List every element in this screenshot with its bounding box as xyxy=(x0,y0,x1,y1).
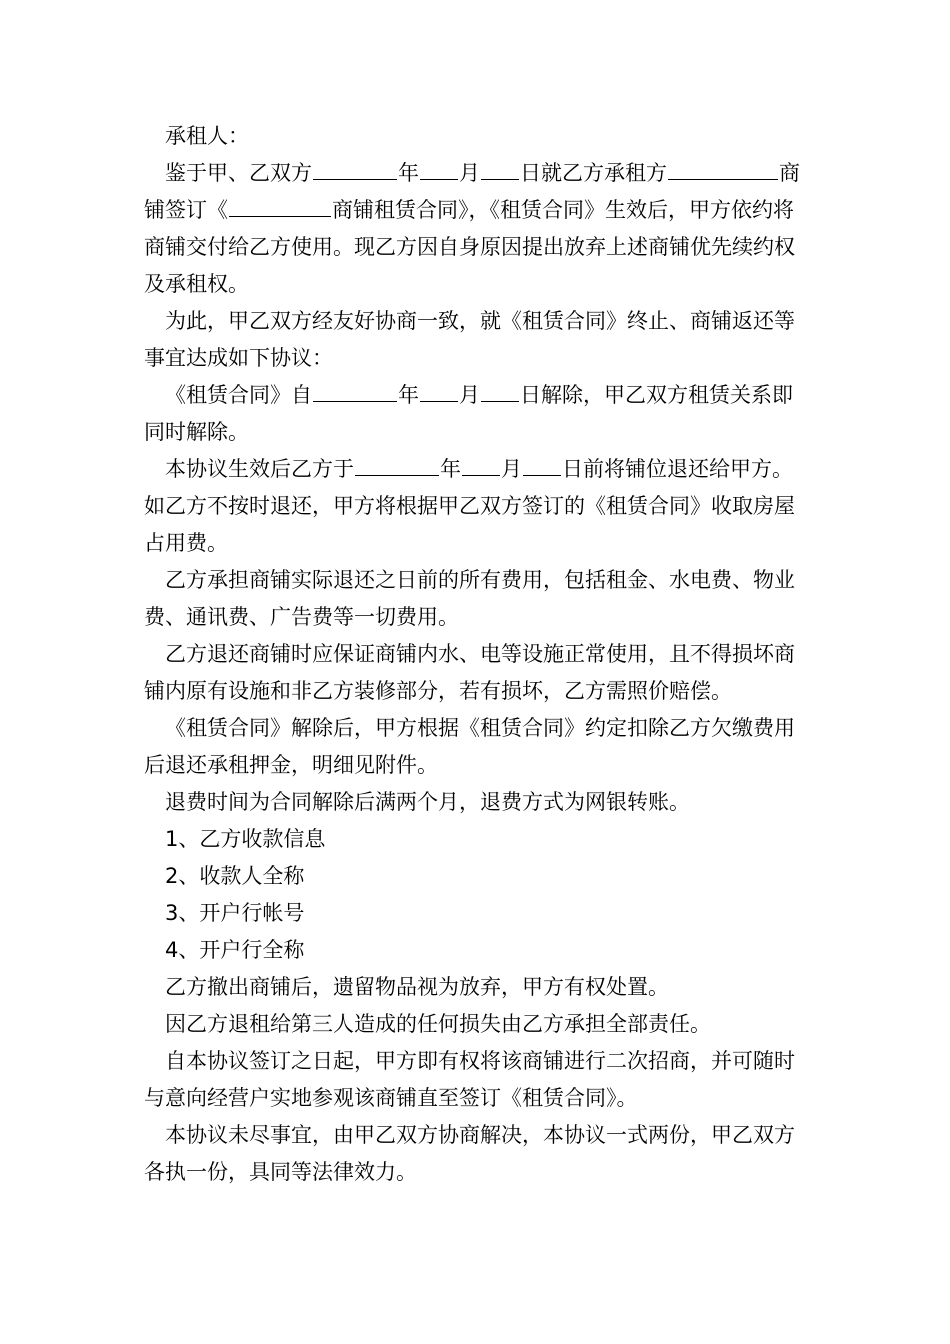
blank-shop-name[interactable] xyxy=(229,194,331,217)
paragraph-termination xyxy=(144,377,808,451)
paragraph-agreement-intro: 为此，甲乙双方经友好协商一致，就《租赁合同》终止、商铺返还等事宜达成如下协议： xyxy=(144,309,795,370)
list-item: 4、开户行全称 xyxy=(165,938,305,962)
blank-return-month[interactable] xyxy=(462,453,500,476)
list-item: 3、开户行帐号 xyxy=(165,901,305,925)
recital-text-c: 月 xyxy=(459,161,480,185)
blank-return-day[interactable] xyxy=(523,453,561,476)
list-item: 2、收款人全称 xyxy=(165,864,305,888)
paragraph-re-leasing: 自本协议签订之日起，甲方即有权将该商铺进行二次招商，并可随时与意向经营户实地参观该商铺直至签订《租赁合同》。 xyxy=(144,1049,795,1110)
paragraph-refund-time: 退费时间为合同解除后满两个月，退费方式为网银转账。 xyxy=(165,790,690,814)
recital-text-a: 鉴于甲、乙双方 xyxy=(165,161,312,185)
paragraph-misc: 本协议未尽事宜，由甲乙双方协商解决，本协议一式两份，甲乙双方各执一份，具同等法律效力。 xyxy=(144,1123,795,1184)
paragraph-fees: 乙方承担商铺实际退还之日前的所有费用，包括租金、水电费、物业费、通讯费、广告费等一切费用。 xyxy=(144,568,795,629)
blank-return-year[interactable] xyxy=(355,453,439,476)
return-text-c: 月 xyxy=(501,457,522,481)
paragraph-facilities: 乙方退还商铺时应保证商铺内水、电等设施正常使用，且不得损坏商铺内原有设施和非乙方装修部分，若有损坏，乙方需照价赔偿。 xyxy=(144,642,795,703)
recital-text-d: 日就乙方承租方 xyxy=(520,161,667,185)
return-text-b: 年 xyxy=(440,457,461,481)
blank-termination-month[interactable] xyxy=(420,379,458,402)
document-body xyxy=(144,118,808,1191)
return-text-a: 本协议生效后乙方于 xyxy=(165,457,354,481)
termination-text-c: 月 xyxy=(459,383,480,407)
recital-text-f: 商铺租赁合同》，《租赁合同》生效后，甲方依约将商铺交付给乙方使用。现乙方因自身原因提出放弃上述商铺优先续约权及承租权。 xyxy=(144,198,795,296)
paragraph-lessee: 承租人： xyxy=(165,124,249,148)
blank-year[interactable] xyxy=(313,157,397,180)
termination-text-b: 年 xyxy=(398,383,419,407)
paragraph-deposit: 《租赁合同》解除后，甲方根据《租赁合同》约定扣除乙方欠缴费用后退还承租押金，明细见附件。 xyxy=(144,716,795,777)
termination-text-d: 日解除，甲乙双方租赁关系即同时解除。 xyxy=(144,383,793,444)
blank-lessee-name[interactable] xyxy=(668,157,778,180)
blank-termination-year[interactable] xyxy=(313,379,397,402)
recital-text-e: 商铺签订《 xyxy=(144,161,800,222)
paragraph-recital xyxy=(144,155,808,303)
termination-text-a: 《租赁合同》自 xyxy=(165,383,312,407)
paragraph-return xyxy=(144,451,808,562)
paragraph-third-party: 因乙方退租给第三人造成的任何损失由乙方承担全部责任。 xyxy=(165,1012,711,1036)
return-text-d: 日前将铺位退还给甲方。如乙方不按时退还，甲方将根据甲乙双方签订的《租赁合同》收取房屋占用费。 xyxy=(144,457,795,555)
blank-month[interactable] xyxy=(420,157,458,180)
blank-day[interactable] xyxy=(481,157,519,180)
blank-termination-day[interactable] xyxy=(481,379,519,402)
list-item: 1、乙方收款信息 xyxy=(165,827,326,851)
paragraph-abandoned-items: 乙方撤出商铺后，遗留物品视为放弃，甲方有权处置。 xyxy=(165,975,669,999)
recital-text-b: 年 xyxy=(398,161,419,185)
